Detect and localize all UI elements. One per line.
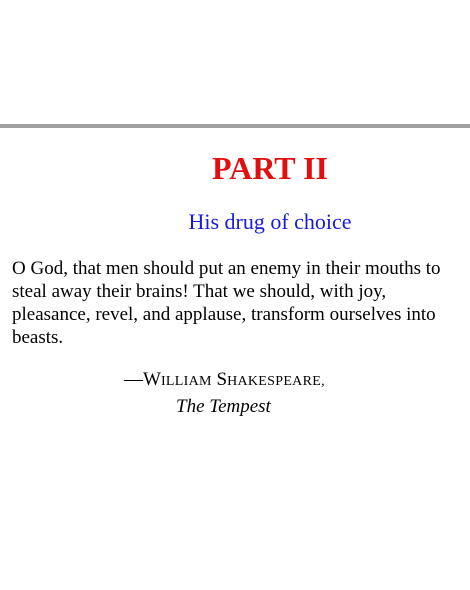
epigraph-work-title: The Tempest [176, 396, 271, 417]
attribution-dash: — [124, 369, 143, 390]
part-title: PART II [212, 150, 328, 186]
epigraph-author [124, 367, 424, 394]
part-subtitle: His drug of choice [188, 209, 352, 234]
author-first-rest: ILLIAM [160, 374, 212, 389]
author-first-initial: W [143, 369, 161, 390]
author-last-rest: HAKESPEARE, [227, 374, 325, 389]
author-last-initial: S [216, 369, 228, 390]
epigraph-quote: O God, that men should put an enemy in their mouths to steal away their brains! That we should, with joy, pleasance, revel, and applause, transform ourselves into beasts. [12, 258, 441, 348]
epigraph-attribution [124, 367, 424, 419]
section-divider [0, 124, 470, 128]
